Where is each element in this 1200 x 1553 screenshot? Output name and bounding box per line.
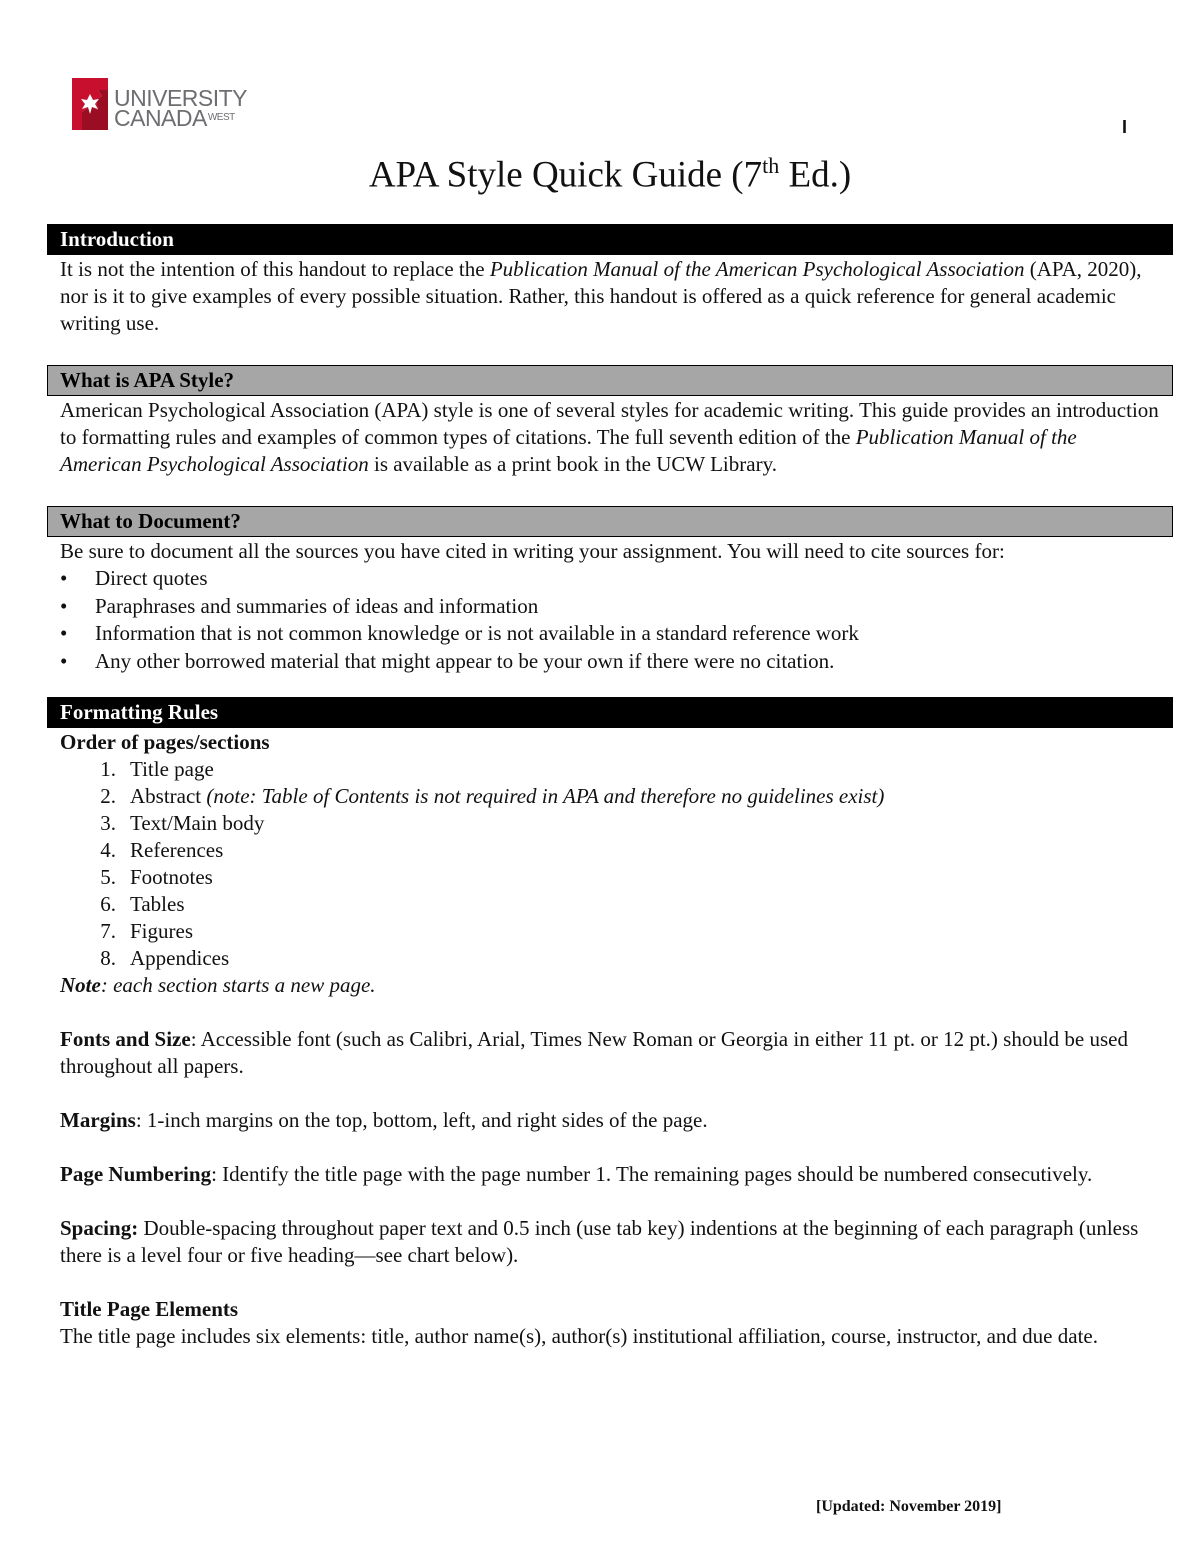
- introduction-text: It is not the intention of this handout to replace the Publication Manual of the American Psychological Association (APA, 2020), nor is it to give examples of every possible situation. Rather, this handout is offered as a quick reference for general academic writing use.: [60, 257, 1142, 335]
- margins-rule: Margins: 1-inch margins on the top, bottom, left, and right sides of the page.: [60, 1108, 708, 1132]
- title-page-text: The title page includes six elements: title, author name(s), author(s) institutional affiliation, course, instructor, and due date.: [60, 1324, 1098, 1348]
- updated-footer: [Updated: November 2019]: [816, 1498, 1002, 1515]
- list-item: • Paraphrases and summaries of ideas and information: [60, 593, 1160, 621]
- list-item: 8. Appendices: [100, 946, 230, 970]
- order-list: [60, 756, 1160, 972]
- page-title: APA Style Quick Guide (7th Ed.): [368, 153, 852, 196]
- list-item: 2. Abstract (note: Table of Contents is not required in APA and therefore no guidelines exist): [100, 784, 885, 808]
- list-item: 4. References: [100, 838, 224, 862]
- list-item: • Direct quotes: [60, 565, 1160, 593]
- logo-line-university: UNIVERSITY: [114, 85, 248, 111]
- title-page-heading: Title Page Elements: [60, 1297, 239, 1321]
- list-item: 5. Footnotes: [100, 865, 213, 889]
- what-is-apa-heading: What is APA Style?: [47, 365, 1173, 396]
- fonts-rule: Fonts and Size: Accessible font (such as Calibri, Arial, Times New Roman or Georgia in either 11 pt. or 12 pt.) should be used throughout all papers.: [60, 1027, 1128, 1078]
- introduction-heading: Introduction: [47, 224, 1173, 255]
- maple-leaf-icon: [68, 76, 112, 132]
- page-numbering-rule: Page Numbering: Identify the title page with the page number 1. The remaining pages should be numbered consecutively.: [60, 1162, 1093, 1186]
- cite-sources-list: [60, 565, 1160, 675]
- logo-line-canada: CANADA: [114, 105, 207, 131]
- list-item: 6. Tables: [100, 892, 185, 916]
- list-item: • Any other borrowed material that might appear to be your own if there were no citation.: [60, 648, 1160, 676]
- logo-line-west: WEST: [207, 112, 235, 123]
- what-to-document-heading: What to Document?: [47, 506, 1173, 537]
- page-mark: I: [1122, 117, 1128, 137]
- formatting-rules-heading: Formatting Rules: [47, 697, 1173, 728]
- list-item: • Information that is not common knowledge or is not available in a standard reference work: [60, 620, 1160, 648]
- what-is-apa-text: American Psychological Association (APA) style is one of several styles for academic writing. This guide provides an introduction to formatting rules and examples of common types of citations. The full seventh edition of the Publication Manual of the American Psychological Association is available as a print book in the UCW Library.: [60, 398, 1159, 476]
- formatting-rules-body: [60, 729, 1160, 1350]
- list-item: 7. Figures: [100, 919, 193, 943]
- what-to-document-intro: Be sure to document all the sources you have cited in writing your assignment. You will need to cite sources for:: [60, 539, 1005, 563]
- spacing-rule: Spacing: Double-spacing throughout paper text and 0.5 inch (use tab key) indentions at the beginning of each paragraph (unless there is a level four or five heading—see chart below).: [60, 1216, 1139, 1267]
- order-note: Note: each section starts a new page.: [60, 973, 376, 997]
- what-to-document-body: [60, 538, 1160, 675]
- list-item: 1. Title page: [100, 757, 214, 781]
- list-item: 3. Text/Main body: [100, 811, 265, 835]
- logo-wordmark: [114, 85, 248, 131]
- order-heading: Order of pages/sections: [60, 730, 270, 754]
- university-logo: [68, 76, 268, 132]
